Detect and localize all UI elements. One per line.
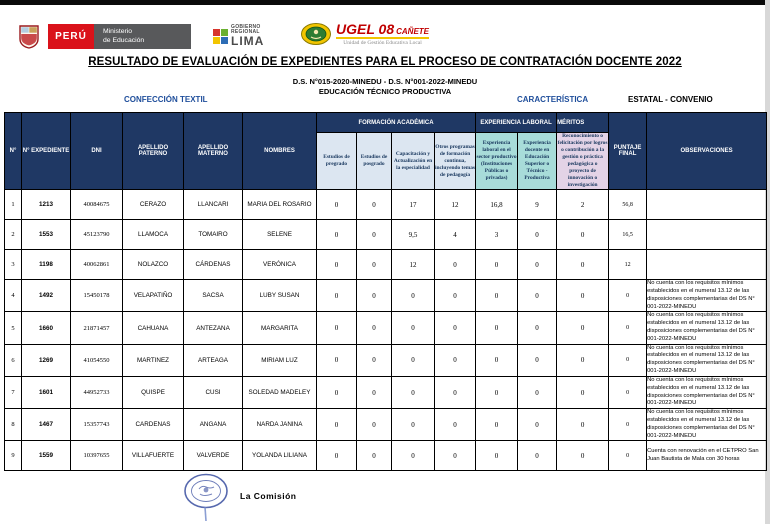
score-cell-1: 0 (357, 250, 392, 280)
header-apellido-paterno: APELLIDO PATERNO (123, 113, 184, 190)
score-cell-2: 0 (392, 344, 435, 376)
score-cell-5: 0 (518, 376, 557, 408)
apellido-paterno-cell: CERAZO (123, 190, 184, 220)
score-cell-3: 0 (435, 376, 476, 408)
table-row (5, 250, 767, 280)
dni-cell: 15357743 (71, 409, 123, 441)
expediente-cell: 1559 (22, 441, 71, 471)
expediente-cell: 1198 (22, 250, 71, 280)
row-number-cell: 3 (5, 250, 22, 280)
apellido-paterno-cell: MARTINEZ (123, 344, 184, 376)
decree-line: D.S. N°015-2020-MINEDU - D.S. N°001-2022-MINEDU (292, 77, 478, 86)
score-cell-3: 0 (435, 250, 476, 280)
gobierno-line3: LIMA (231, 34, 265, 48)
dni-cell: 44952733 (71, 376, 123, 408)
score-cell-6: 2 (557, 190, 609, 220)
subheader-estudios-pregrado: Estudios de pregrado (317, 133, 357, 190)
score-cell-6: 0 (557, 409, 609, 441)
score-cell-4: 0 (476, 441, 518, 471)
table-row (5, 409, 767, 441)
nombres-cell: SOLEDAD MADELEY (243, 376, 317, 408)
puntaje-final-cell: 0 (609, 409, 647, 441)
score-cell-5: 0 (518, 250, 557, 280)
score-cell-1: 0 (357, 190, 392, 220)
score-cell-1: 0 (357, 376, 392, 408)
ugel-oval-icon (300, 22, 332, 46)
header-nombres: NOMBRES (243, 113, 317, 190)
header-n: N° (5, 113, 22, 190)
subheader-capacitacion: Capacitación y Actualización en la especialidad (392, 133, 435, 190)
expediente-cell: 1601 (22, 376, 71, 408)
score-cell-5: 0 (518, 220, 557, 250)
table-row (5, 220, 767, 250)
subheader-experiencia-docente: Experiencia docente en Educación Superior o Técnico - Productiva (518, 133, 557, 190)
score-cell-1: 0 (357, 409, 392, 441)
commission-label: La Comisión (240, 491, 297, 501)
nombres-cell: SELENE (243, 220, 317, 250)
peru-coat-of-arms-icon (18, 24, 40, 49)
observaciones-cell (647, 190, 767, 220)
score-cell-4: 3 (476, 220, 518, 250)
score-cell-2: 17 (392, 190, 435, 220)
score-cell-0: 0 (317, 250, 357, 280)
page-top-border (0, 0, 765, 5)
row-number-cell: 9 (5, 441, 22, 471)
score-cell-3: 0 (435, 280, 476, 312)
expediente-cell: 1660 (22, 312, 71, 344)
score-cell-5: 0 (518, 280, 557, 312)
table-row (5, 280, 767, 312)
gobierno-text (231, 25, 264, 47)
score-cell-6: 0 (557, 220, 609, 250)
expediente-cell: 1269 (22, 344, 71, 376)
ministerio-educacion-logo (94, 24, 191, 49)
apellido-paterno-cell: QUISPE (123, 376, 184, 408)
score-cell-0: 0 (317, 344, 357, 376)
gobierno-line1: GOBIERNO (231, 24, 261, 30)
page-title: RESULTADO DE EVALUACIÓN DE EXPEDIENTES PARA EL PROCESO DE CONTRATACIÓN DOCENTE 2022 (88, 56, 682, 68)
score-cell-1: 0 (357, 441, 392, 471)
score-cell-6: 0 (557, 441, 609, 471)
subheader-reconocimiento: Reconocimiento o felicitación por logros o contribución a la gestión o práctica pedagógica o proyecto de innovación o investigación (557, 133, 608, 189)
expediente-cell: 1467 (22, 409, 71, 441)
score-cell-0: 0 (317, 280, 357, 312)
group-meritos: MÉRITOS (557, 113, 609, 133)
puntaje-final-cell: 0 (609, 312, 647, 344)
score-cell-3: 0 (435, 344, 476, 376)
score-cell-5: 0 (518, 312, 557, 344)
subheader-otros-programas: Otros programas de formación continua, incluyendo temas de pedagogía (435, 133, 476, 190)
ugel-region: CAÑETE (396, 27, 429, 36)
peru-label: PERÚ (55, 31, 87, 42)
nombres-cell: LUBY SUSAN (243, 280, 317, 312)
gobierno-regional-lima-logo (213, 25, 264, 47)
row-number-cell: 8 (5, 409, 22, 441)
nombres-cell: YOLANDA LILIANA (243, 441, 317, 471)
modality-line: EDUCACIÓN TÉCNICO PRODUCTIVA (318, 87, 452, 96)
expediente-cell: 1213 (22, 190, 71, 220)
dni-cell: 41054550 (71, 344, 123, 376)
score-cell-1: 0 (357, 280, 392, 312)
score-cell-3: 0 (435, 312, 476, 344)
gobierno-squares-icon (213, 29, 228, 44)
score-cell-5: 9 (518, 190, 557, 220)
score-cell-4: 0 (476, 409, 518, 441)
apellido-materno-cell: CUSI (184, 376, 243, 408)
characteristic-label: CARACTERÍSTICA (517, 95, 589, 104)
puntaje-final-cell: 12 (609, 250, 647, 280)
apellido-materno-cell: LLANCARI (184, 190, 243, 220)
peru-wordmark (48, 24, 94, 49)
apellido-materno-cell: ANTEZANA (184, 312, 243, 344)
row-number-cell: 5 (5, 312, 22, 344)
dni-cell: 40084675 (71, 190, 123, 220)
score-cell-0: 0 (317, 312, 357, 344)
observaciones-cell: No cuenta con los requisitos mínimos establecidos en el numeral 13.12 de las disposiciones complementarias del DS N° 001-2022-MINEDU (647, 376, 767, 408)
ugel-text (336, 22, 429, 48)
score-cell-2: 0 (392, 280, 435, 312)
score-cell-5: 0 (518, 441, 557, 471)
apellido-paterno-cell: VELAPATIÑO (123, 280, 184, 312)
score-cell-0: 0 (317, 441, 357, 471)
apellido-paterno-cell: CAHUANA (123, 312, 184, 344)
apellido-paterno-cell: CARDENAS (123, 409, 184, 441)
table-row (5, 312, 767, 344)
puntaje-final-cell: 0 (609, 344, 647, 376)
score-cell-3: 4 (435, 220, 476, 250)
observaciones-cell: Cuenta con renovación en el CETPRO San Juan Bautista de Mala con 30 horas (647, 441, 767, 471)
ministerio-line2: de Educación (103, 36, 145, 44)
puntaje-final-cell: 0 (609, 376, 647, 408)
header-apellido-materno: APELLIDO MATERNO (184, 113, 243, 190)
nombres-cell: NARDA JANINA (243, 409, 317, 441)
puntaje-final-cell: 0 (609, 441, 647, 471)
apellido-materno-cell: VALVERDE (184, 441, 243, 471)
score-cell-2: 0 (392, 312, 435, 344)
score-cell-6: 0 (557, 250, 609, 280)
table-row (5, 376, 767, 408)
apellido-materno-cell: TOMAIRO (184, 220, 243, 250)
row-number-cell: 7 (5, 376, 22, 408)
apellido-paterno-cell: NOLAZCO (123, 250, 184, 280)
ugel-subtitle: Unidad de Gestión Educativa Local (336, 37, 429, 48)
dni-cell: 45123790 (71, 220, 123, 250)
nombres-cell: VERÓNICA (243, 250, 317, 280)
row-number-cell: 4 (5, 280, 22, 312)
score-cell-4: 0 (476, 280, 518, 312)
score-cell-2: 12 (392, 250, 435, 280)
score-cell-3: 0 (435, 441, 476, 471)
table-row (5, 190, 767, 220)
score-cell-4: 16,8 (476, 190, 518, 220)
group-experiencia-laboral: EXPERIENCIA LABORAL (476, 113, 557, 133)
observaciones-cell: No cuenta con los requisitos mínimos establecidos en el numeral 13.12 de las disposiciones complementarias del DS N° 001-2022-MINEDU (647, 344, 767, 376)
observaciones-cell: No cuenta con los requisitos mínimos establecidos en el numeral 13.12 de las disposiciones complementarias del DS N° 001-2022-MINEDU (647, 409, 767, 441)
dni-cell: 10397655 (71, 441, 123, 471)
ugel-name: UGEL 08 (336, 21, 395, 37)
observaciones-cell (647, 220, 767, 250)
score-cell-2: 9,5 (392, 220, 435, 250)
characteristic-value: ESTATAL - CONVENIO (628, 95, 713, 104)
header-expediente: N° EXPEDIENTE (22, 113, 71, 190)
score-cell-5: 0 (518, 409, 557, 441)
group-formacion-academica: FORMACIÓN ACADÉMICA (317, 113, 476, 133)
observaciones-cell: No cuenta con los requisitos mínimos establecidos en el numeral 13.12 de las disposiciones complementarias del DS N° 001-2022-MINEDU (647, 312, 767, 344)
header-observaciones: OBSERVACIONES (647, 113, 767, 190)
dni-cell: 21871457 (71, 312, 123, 344)
score-cell-3: 0 (435, 409, 476, 441)
apellido-materno-cell: ANGANA (184, 409, 243, 441)
puntaje-final-cell: 0 (609, 280, 647, 312)
score-cell-6: 0 (557, 344, 609, 376)
puntaje-final-cell: 16,5 (609, 220, 647, 250)
score-cell-2: 0 (392, 376, 435, 408)
row-number-cell: 6 (5, 344, 22, 376)
score-cell-4: 0 (476, 376, 518, 408)
apellido-paterno-cell: VILLAFUERTE (123, 441, 184, 471)
nombres-cell: MIRIAM LUZ (243, 344, 317, 376)
score-cell-4: 0 (476, 312, 518, 344)
row-number-cell: 1 (5, 190, 22, 220)
dni-cell: 15450178 (71, 280, 123, 312)
official-stamp-icon (182, 471, 232, 528)
nombres-cell: MARIA DEL ROSARIO (243, 190, 317, 220)
score-cell-2: 0 (392, 409, 435, 441)
score-cell-0: 0 (317, 376, 357, 408)
table-row (5, 344, 767, 376)
score-cell-6: 0 (557, 280, 609, 312)
table-row (5, 441, 767, 471)
score-cell-4: 0 (476, 344, 518, 376)
score-cell-1: 0 (357, 344, 392, 376)
score-cell-3: 12 (435, 190, 476, 220)
apellido-materno-cell: CÁRDENAS (184, 250, 243, 280)
header-dni: DNI (71, 113, 123, 190)
observaciones-cell: No cuenta con los requisitos mínimos establecidos en el numeral 13.12 de las disposiciones complementarias del DS N° 001-2022-MINEDU (647, 280, 767, 312)
expediente-cell: 1553 (22, 220, 71, 250)
header-puntaje-final: PUNTAJE FINAL (609, 113, 647, 190)
specialty-label: CONFECCIÓN TEXTIL (124, 95, 208, 104)
subheader-estudios-posgrado: Estudios de posgrado (357, 133, 392, 190)
score-cell-0: 0 (317, 220, 357, 250)
score-cell-6: 0 (557, 376, 609, 408)
score-cell-4: 0 (476, 250, 518, 280)
row-number-cell: 2 (5, 220, 22, 250)
puntaje-final-cell: 56,8 (609, 190, 647, 220)
score-cell-1: 0 (357, 312, 392, 344)
observaciones-cell (647, 250, 767, 280)
gobierno-line2: REGIONAL (231, 29, 260, 35)
results-table (4, 112, 767, 471)
score-cell-6: 0 (557, 312, 609, 344)
expediente-cell: 1492 (22, 280, 71, 312)
apellido-paterno-cell: LLAMOCA (123, 220, 184, 250)
score-cell-2: 0 (392, 441, 435, 471)
score-cell-0: 0 (317, 409, 357, 441)
ministerio-line1: Ministerio (103, 28, 133, 36)
dni-cell: 40062861 (71, 250, 123, 280)
score-cell-1: 0 (357, 220, 392, 250)
subheader-experiencia-laboral: Experiencia laboral en el sector productivo (Instituciones Públicas o privadas) (476, 133, 518, 190)
apellido-materno-cell: ARTEAGA (184, 344, 243, 376)
apellido-materno-cell: SACSA (184, 280, 243, 312)
ugel-08-canete-logo (300, 22, 429, 48)
score-cell-5: 0 (518, 344, 557, 376)
nombres-cell: MARGARITA (243, 312, 317, 344)
results-tbody (5, 190, 767, 471)
score-cell-0: 0 (317, 190, 357, 220)
